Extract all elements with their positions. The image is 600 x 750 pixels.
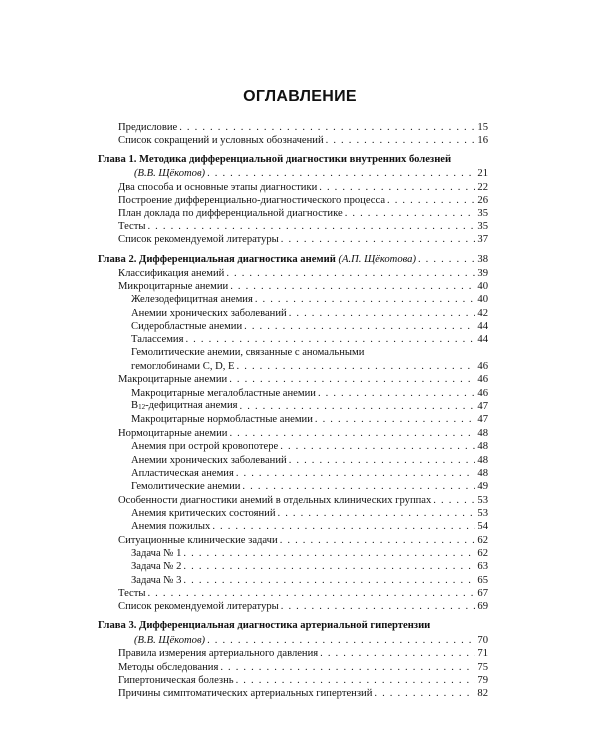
page-title: ОГЛАВЛЕНИЕ (243, 88, 357, 105)
chapter-1-title: Глава 1. Методика дифференциальной диагностики внутренних болезней (98, 154, 452, 165)
chapter-3-title: Глава 3. Дифференциальная диагностика артериальной гипертензии (98, 620, 431, 631)
toc-entry: Два способа и основные этапы диагностики . . . 22 (118, 181, 488, 194)
toc-entry: План доклада по дифференциальной диагностике . . . 35 (118, 207, 488, 220)
toc-entry-line: Гемолитические анемии, связанные с аномальными (131, 347, 365, 358)
toc-entry: Классификация анемий . . . 39 (118, 267, 488, 280)
toc-entry: Макроцитарные анемии . . . 46 (118, 373, 488, 386)
toc-entry: Правила измерения артериального давления . . . 71 (118, 647, 488, 660)
toc-entry: Анемии хронических заболеваний . . . 48 (131, 454, 488, 467)
toc-entry: Анемия при острой кровопотере . . . 48 (131, 440, 488, 453)
toc-entry: Гипертоническая болезнь . . . 79 (118, 674, 488, 687)
toc-entry: Макроцитарные мегалобластные анемии . . . 46 (131, 387, 488, 400)
toc-entry: Причины симптоматических артериальных гипертензий . . . 82 (118, 687, 488, 700)
toc-entry: Список рекомендуемой литературы . . . 69 (118, 600, 488, 613)
toc-entry: Сидеробластные анемии . . . 44 (131, 320, 488, 333)
toc-entry: Предисловие . . . 15 (118, 121, 488, 134)
toc-entry: Ситуационные клинические задачи . . . 62 (118, 534, 488, 547)
chapter-2-title: Глава 2. Дифференциальная диагностика анемий (98, 254, 336, 265)
toc-entry: Талассемия . . . 44 (131, 333, 488, 346)
toc-entry: Построение дифференциально-диагностического процесса . . . 26 (118, 194, 488, 207)
toc-entry: Анемии хронических заболеваний . . . 42 (131, 307, 488, 320)
toc-entry: $B_{12}$-дефицитная анемия . . . 47 (131, 400, 488, 413)
toc-entry: Список сокращений и условных обозначений . . . 16 (118, 134, 488, 147)
toc-entry: Глава 2. Дифференциальная диагностика анемий (А.П. Щёкотова) . . . 38 (98, 253, 488, 266)
toc-entry: Задача № 3 . . . 65 (131, 574, 488, 587)
toc-entry: Макроцитарные нормобластные анемии . . . 47 (131, 413, 488, 426)
toc-entry: гемоглобинами C, D, E . . . 46 (131, 360, 488, 373)
toc-entry: (В.В. Щёкотов) . . . 21 (134, 167, 488, 180)
toc-entry: Тесты . . . 67 (118, 587, 488, 600)
toc-entry: Гемолитические анемии . . . 49 (131, 480, 488, 493)
toc-entry: Особенности диагностики анемий в отдельных клинических группах . . . 53 (118, 494, 488, 507)
toc-entry: Список рекомендуемой литературы . . . 37 (118, 233, 488, 246)
toc-entry: Задача № 1 . . . 62 (131, 547, 488, 560)
toc-entry: (В.В. Щёкотов) . . . 70 (134, 634, 488, 647)
toc-entry: Нормоцитарные анемии . . . 48 (118, 427, 488, 440)
toc-entry: Микроцитарные анемии . . . 40 (118, 280, 488, 293)
toc-entry: Железодефицитная анемия . . . 40 (131, 293, 488, 306)
toc-entry: Задача № 2 . . . 63 (131, 560, 488, 573)
toc-entry: Методы обследования . . . 75 (118, 661, 488, 674)
toc-entry: Тесты . . . 35 (118, 220, 488, 233)
toc-entry: Анемия пожилых . . . 54 (131, 520, 488, 533)
toc-entry: Апластическая анемия . . . 48 (131, 467, 488, 480)
toc-entry: Анемия критических состояний . . . 53 (131, 507, 488, 520)
